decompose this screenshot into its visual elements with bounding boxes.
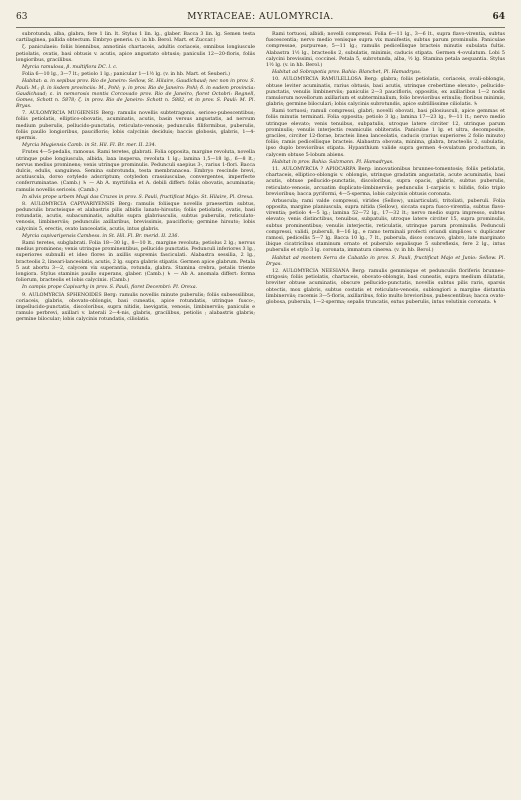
synonym: Myrcia Mugiensis Camb. in St. Hil. Fl. Br. mer. II. 234. xyxy=(22,142,157,149)
paragraph: Frutex 4—5-pedalis, ramosus. Rami teretes, glabrati. Folia opposita, margine revoluta, novella utrinque pube longiuscula, albida, laxa inspersa, revoluta 1 lg.; lamina 1,5—18 lg., 6—8 lt.; nervus medius prominens; venis utrinque prominulis. Pedunculi saepius 3-, rarius 1-flori. Bacca dulcis, edulis, sanguinea. Semina subrotunda, testa membranacea. Embryo rescinde brevi, acutiuscula, dorso cotyledo adscriptum; cotyledon crassiusculae, convergentes, imperfecte conferruminatae. (Camb.) ♄ — Ab A. myrtifolia et A. debili differt: foliis obovatis, acuminatis; ramulis novellis sericeis. (Camb.) xyxy=(16,149,255,193)
paragraph: Rami tortuosi, albidi; novelli compressi. Folia 6—11 lg., 3—6 lt., supra flavo-virentia, subtus fuscescentia; nervo medio venisque supra vix manifestis, subtus parum prominulis. Paniculae compressae, purpureae, 5—11 lg.; ramulis pedicellisque bracteis minutis subulata fultis. Alabastra 1½ lg., bracteolis 2, subulatis, minimis, caducis stipata. Germen 4-ovulatum. Lobi 5 calycini brevissimi, coccinei. Petala 5, subrotunda, alba, ½ lg. Stamina petala aequantia. Stylus 1½ lg. (v. in hb. Berol.) xyxy=(266,31,505,68)
habitat-note: Habitat ad Sobrapotia prov. Bahia: Blanchet, Pl. Hamadryas. xyxy=(272,69,422,76)
habitat-note: Habitat in prov. Bahia: Salzmann. Pl. Hamadryas. xyxy=(272,158,394,165)
left-page-number: 63 xyxy=(16,12,28,22)
page-header xyxy=(16,10,505,26)
paragraph: Folia 6—10 lg., 3—7 lt.; petiolo 1 lg.; panicular 1—1½ lg. (v. in hb. Mart. et Seuberi.) xyxy=(22,71,231,78)
species-heading: 7. AULOMYRCIA MUGIENSIS Berg: ramulis novellis subtetragonis, sericeo-pubescentibus; foliis petiolatis, elliptico-obovatis, acuminatis, acutis, basin versus angustatis, ad nervum medium puberulis, pellucido-punctatis, reticulato-venosis; pedunculis filiformibus, puberulis, foliis paullo longioribus, paucifloris; lobis calycinis deciduis; baccis globosis, glabris, 1—4-spermis. xyxy=(16,110,255,141)
header-rule xyxy=(16,27,505,28)
paragraph: Arbuscula; rami valde compressi, virides (Sellow), uniarticulati, tritoliati, puberuli. Folia opposita, margine planiuscula, supra nitida (Sellow), siccata supra fusco-virentia, subtus flavo-virentia; petiolo 4—5 lg.; lamina 52—72 lg., 17—32 lt.; nervo medio supra impresso, subtus elevato; venis distinctibus, tenuibus, subpatulis, utroque latere circiter 15, supra prominulis, subtus prominentibus; venulis interjectis, reticulatis, utrinque parum prominulis. Pedunculi compressi, validi, puberuli, 8—16 lg., e ramo terminali profecti oriundi simplices v. duplicater ramosi, pedicellis 5—7 lg. Bacca 10 lg., 7 lt., puberula, disco concavo, glabro, late marginato ibique cicatricibus staminum ornato et puberulo sepalisque 5 subreflexis, fere 2 lg., intus puberulis et stylo 3 lg. coronata, immatura cinerea. (v. in hb. Berol.) xyxy=(266,197,505,254)
species-heading: 11. AULOMYRCIA ? APIOCARPA Berg: innovationibus brunneo-tomentosis; foliis petiolatis, chartaceis, elliptico-oblongis v. oblongis, utrinque gradatim angustatis, acute acuminatis, basi acutis, obtuse pellucido-punctatis, discoloribus, supra opacis, glabris, subtus puberulis, reticulato-venosis, arcuatim duplicato-limbinerviis; pedunculis 1-carpicis v. bilidis, folio triplo brevioribus; bacca pyriformi, 4—5-sperma, lobis calycinis obtusis coronata. xyxy=(266,165,505,197)
synonym: Myrcia ramulosa, β. multiflora DC. l. c. xyxy=(22,63,118,70)
species-heading: 8. AULOMYRCIA CAPIVARIYENSIS Berg: ramulis foliisque novellis praesertim subtus, pedunculis bracteisque et alabastris pilis albidis lanato-hirsutis; foliis petiolatis, ovatis, basi rotundatis, acutis, subacuminatis, adultis supra glabriusculis, subtus puberulis, reticulato-venosis, limbinerviis; pedunculis axillaribus, brevissimis, paucifloris; germine hirsuto; lobis calycinis 5, erectis, ovato lanceolatis, acutis, intus glabris. xyxy=(16,200,255,232)
species-heading: 10. AULOMYRCIA RAMULELLOSA Berg: glabra; foliis petiolatis, coriaceis, ovali-oblongis, obtuse leviter acuminatis, rarius obtusis, basi acutis, utrinque crebertime elevato-, pellucido-punctatis, venulis limbinerviis; paniculis 2—3 paucifloris, oppositis, ex axillaribus 1—2 nodis ramulorum novellorum axillarium et subterminalium, folio brevioribus erinulis; floribus minimis, glabris; germine biloculari; lobis calycinis subrotundis, apice subtillissime ciliolatis. ♄ xyxy=(266,76,505,108)
habitat-note: Habitat ad montem Serra de Cabatão in prov. S. Pauli, fructificat Majo et Junio: Sellow. Pl. Dryas. xyxy=(266,254,505,267)
synonym: Myrcia capivariyensis Cambess. in St. Hil. Fl. Br. merid. II. 236. xyxy=(22,232,179,239)
paragraph: Rami tortuosi; ramuli compressi, glabri; novelli obovati, basi pilosiusculi, apice gemmas et foliis minutis terminati. Folia opposita; petiolo 3 lg.; lamina 17—23 lg., 9—11 lt.; nervo medio utrinque elevato; venis tenuibus, subpatulis, utroque latere circiter 12, utrinque parum prominulis; venulis interjectis reamiculis obliteratis. Paniculae 1 lg. et ultra, decomposite, graciles, circiter 12-florae, bracteis linea lanceolatis, caducis (rarius superiores 2 folio minuto) foliis; ramis pedicellisque bracteis. Alabastra obovata, minima, glabra, bracteolis 2, subulatis, ipso duplo brevioribus stipata. Hypanthium valide supra germen 4-ovulatum productum, in calycem obtuse 5-lobum abiens. xyxy=(266,108,505,158)
habitat-note: In campis prope Capivarhy in prov. S. Pauli, floret Decembri: Pl. Orexa. xyxy=(22,284,198,291)
habitat-note: Habitat: α. in sepibus prov. Rio de Janeiro: Sellow, St. Hilaire, Gaudichaud; nec non in prov. S. Pauli: M.; β. in iisdem provinciis: M., Pohl; γ. in prov. Rio de Janeiro: Pohl; δ. in eadem provincia: Gaudichaud; ε. in nemorosis montis Corcovado prov. Rio de Janeiro, floret Octobri: Regnell, Gomes, Schott n. 5878; ζ. in prov. Rio de Janeiro: Schott n. 5882, et in prov. S. Pauli: M. Pl. Bryas. xyxy=(16,78,255,110)
species-heading: 12. AULOMYRCIA NEESIANA Berg: ramulis gemmisque et pedunculis floriferis brunneo-strigosis; foliis petiolatis, chartaceis, obovato-oblongis, basi cuneatis, supra medium dilatatis, breviter obtuse acuminatis, obscure pellucido-punctatis, novellis subtus pilis raris, sparsis obtectis, mox glabris, subtus costatis et reticulato-venosis, sublongiori a margine distantia limbinerviis; racemis 3—5-floris, axillaribus, folio multo brevioribus, pubescentibus; bacca ovato-globosa, puberula, 1—2-sperma; sepalis truncatis, extus puberulis, intus velutinis coronata. ♄ xyxy=(266,267,505,305)
paragraph: ζ. paniculaeis: foliis biennibus, annotinis chartaceis, adultis coriaceis, omnibus longiuscule petiolatis, ovatis, basi obtusis v. acutis, apice angustato obtusis; paniculis 12—20-floris, foliis longioribus, gracilibus. xyxy=(16,44,255,63)
paragraph: subrotunda, alba, glabra, fere 1 lin. lt. Stylus 1 lin. lg., glaber. Bacca 3 lin. lg. Semen testa cartilaginea, pallida obtectum. Embryo generis. (v. in hb. Berol. Mart. et Zuccar.) xyxy=(16,31,255,44)
right-column xyxy=(266,31,505,783)
habitat-note: In silvis prope urbem Mugi das Cruzes in prov. S. Pauli, fructificat Majo: St. Hilaire, Pl. Orexa. xyxy=(22,193,254,200)
running-title: MYRTACEAE: AULOMYRCIA. xyxy=(187,12,334,22)
species-heading: 9. AULOMYRCIA SPHENOIDES Berg: ramulis novellis minute puberulis; foliis subsessilibus, coriaceis, glabris, obovato-oblongis, basi cuneatis, apice rotundatis, utrinque fusco-, impellucido-punctatis, discoloribus, supra nitidis, laevigatis, venosis, limbinerviis; paniculis e ramulo perbrevi, axillari v. laterali 2—4-nis, glabris, gracilibus, petiolis ; alabastris glabris; germine bilocular; lobis calycinis rotundatis, ciliolatis. xyxy=(16,291,255,323)
left-column xyxy=(16,31,255,783)
paragraph: Rami teretes, subglabrati. Folia 18—30 lg., 8—10 lt., margine revoluta; petiolus 2 lg.; nervus medius prominens; venis utrinque prominentibus, pellucido punctatis. Pedunculi inferiores 3 lg., superiores subnulli et ideo flores in axillis supremis fasciculati. Alabastra sessilia, 2 lg., bracteolis 2, lineari-lanceolatis, acutis, 2 lg. supra glabris stipatis. Germen apice glabrum. Petala 5 aut abortu 3—2, calycem vix superantia, rotunda, glabra. Stamina crebra, petalis triente longiora. Stylus staminis paullo superans, glaber. (Camb.) ♄ — Ab A. anomala differt: forma foliorum, bracteolis et lobis calycinis. (Camb.) xyxy=(16,240,255,284)
right-page-number: 64 xyxy=(492,12,505,22)
